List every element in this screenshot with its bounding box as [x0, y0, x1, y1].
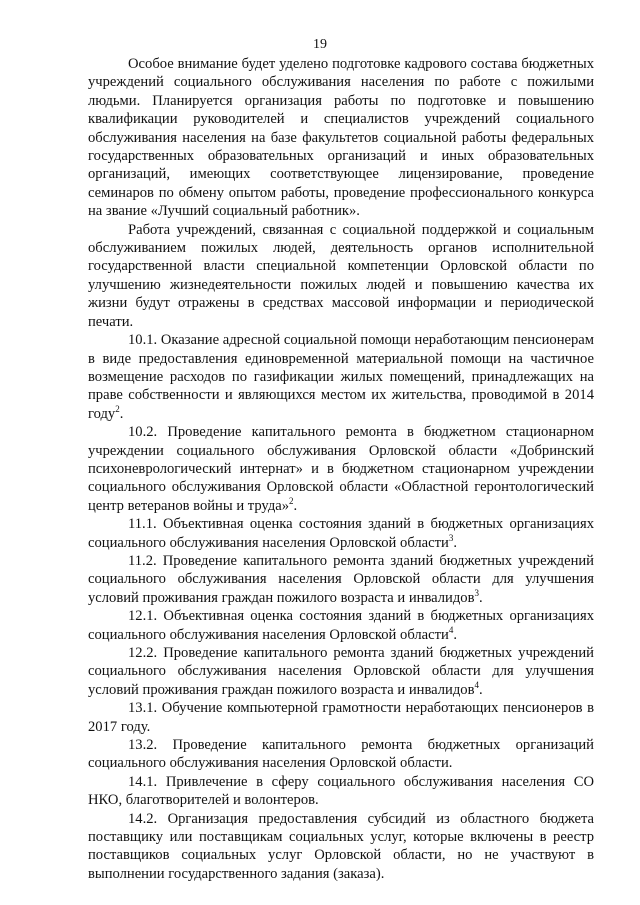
- footnote-mark: 2: [115, 403, 120, 414]
- paragraph-text: 14.2. Организация предоставления субсидий из областного бюджета поставщику или поставщикам социальных услуг, которые включены в реестр поставщиков социальных услуг Орловской области, но не участвуют в выполнении государственного задания (заказа).: [88, 810, 594, 882]
- paragraph-text: 11.2. Проведение капитального ремонта зданий бюджетных учреждений социального обслуживания населения Орловской области для улучшения условий проживания граждан пожилого возраста и инвалидов: [88, 552, 594, 606]
- paragraph-item-11-2: 11.2. Проведение капитального ремонта зданий бюджетных учреждений социального обслуживания населения Орловской области для улучшения условий проживания граждан пожилого возраста и инвалидов$^3$.: [88, 552, 594, 606]
- paragraph-text: 10.2. Проведение капитального ремонта в бюджетном стационарном учреждении социального обслуживания Орловской области «Добринский психоневрологический интернат» и в бюджетном стационарном учреждении социального обслуживания Орловской области «Областной геронтологический центр ветеранов войны и труда»: [88, 424, 594, 514]
- paragraph-item-14-2: [88, 810, 594, 884]
- paragraph-text: 12.2. Проведение капитального ремонта зданий бюджетных учреждений социального обслуживания населения Орловской области для улучшения условий проживания граждан пожилого возраста и инвалидов: [88, 645, 594, 698]
- footnote-mark: 3: [448, 532, 454, 543]
- paragraph-text: 12.1. Объективная оценка состояния зданий в бюджетных организациях социального обслуживания населения Орловской области: [88, 608, 594, 643]
- paragraph-text: 10.1. Оказание адресной социальной помощи неработающим пенсионерам в виде предоставления единовременной материальной помощи на частичное возмещение расходов по газификации жилых помещений, принадлежащих на праве собственности и являющихся местом их жительства, проводимой в 2014 году: [88, 332, 594, 422]
- footnote-mark: 4: [474, 679, 479, 690]
- paragraph-text: 14.1. Привлечение в сферу социального обслуживания населения СО НКО, благотворителей и волонтеров.: [88, 773, 594, 809]
- paragraph-text: 13.2. Проведение капитального ремонта бюджетных организаций социального обслуживания населения Орловской области.: [88, 737, 594, 772]
- paragraph-item-11-1: 11.1. Объективная оценка состояния зданий в бюджетных организациях социального обслуживания населения Орловской области$^3$.: [88, 516, 594, 551]
- paragraph-item-12-1: 12.1. Объективная оценка состояния зданий в бюджетных организациях социального обслуживания населения Орловской области$^4$.: [88, 608, 594, 643]
- paragraph-text: Особое внимание будет уделено подготовке кадрового состава бюджетных учреждений социального обслуживания населения по работе с пожилыми людьми. Планируется организация работы по подготовке и повышению квалификации руководителей и специалистов учреждений социального обслуживания населения на базе факультетов социальной работы федеральных государственных образовательных организаций и иных образовательных организаций, имеющих соответствующее лицензирование, проведение семинаров по обмену опытом работы, проведение профессионального конкурса на звание «Лучший социальный работник».: [88, 56, 594, 220]
- page-number: 19: [313, 37, 327, 52]
- paragraph-text: 11.1. Объективная оценка состояния зданий в бюджетных организациях социального обслуживания населения Орловской области: [88, 516, 594, 551]
- paragraph-item-10-2: 10.2. Проведение капитального ремонта в бюджетном стационарном учреждении социального обслуживания Орловской области «Добринский психоневрологический интернат» и в бюджетном стационарном учреждении социального обслуживания Орловской области «Областной геронтологический центр ветеранов войны и труда»$^2$.: [88, 424, 594, 514]
- paragraph-media-coverage: [88, 221, 594, 331]
- paragraph-text: Работа учреждений, связанная с социальной поддержкой и социальным обслуживанием пожилых людей, деятельность органов исполнительной государственной власти специальной компетенции Орловской области по улучшению жизнедеятельности пожилых людей и повышению качества их жизни будут отражены в средствах массовой информации и периодической печати.: [88, 221, 594, 330]
- paragraph-item-12-2: 12.2. Проведение капитального ремонта зданий бюджетных учреждений социального обслуживания населения Орловской области для улучшения условий проживания граждан пожилого возраста и инвалидов$^4$.: [88, 645, 594, 698]
- paragraph-item-13-2: [88, 736, 594, 773]
- paragraph-item-14-1: [88, 773, 594, 810]
- footnote-mark: 3: [474, 587, 479, 598]
- paragraph-item-10-1: 10.1. Оказание адресной социальной помощи неработающим пенсионерам в виде предоставления единовременной материальной помощи на частичное возмещение расходов по газификации жилых помещений, принадлежащих на праве собственности и являющихся местом их жительства, проводимой в 2014 году$^2$.: [88, 332, 594, 422]
- document-body: [88, 55, 594, 883]
- paragraph-item-13-1: [88, 699, 594, 736]
- footnote-mark: 4: [448, 624, 454, 635]
- paragraph-text: 13.1. Обучение компьютерной грамотности неработающих пенсионеров в 2017 году.: [88, 700, 594, 735]
- paragraph-staff-training: [88, 55, 594, 221]
- footnote-mark: 2: [289, 495, 294, 506]
